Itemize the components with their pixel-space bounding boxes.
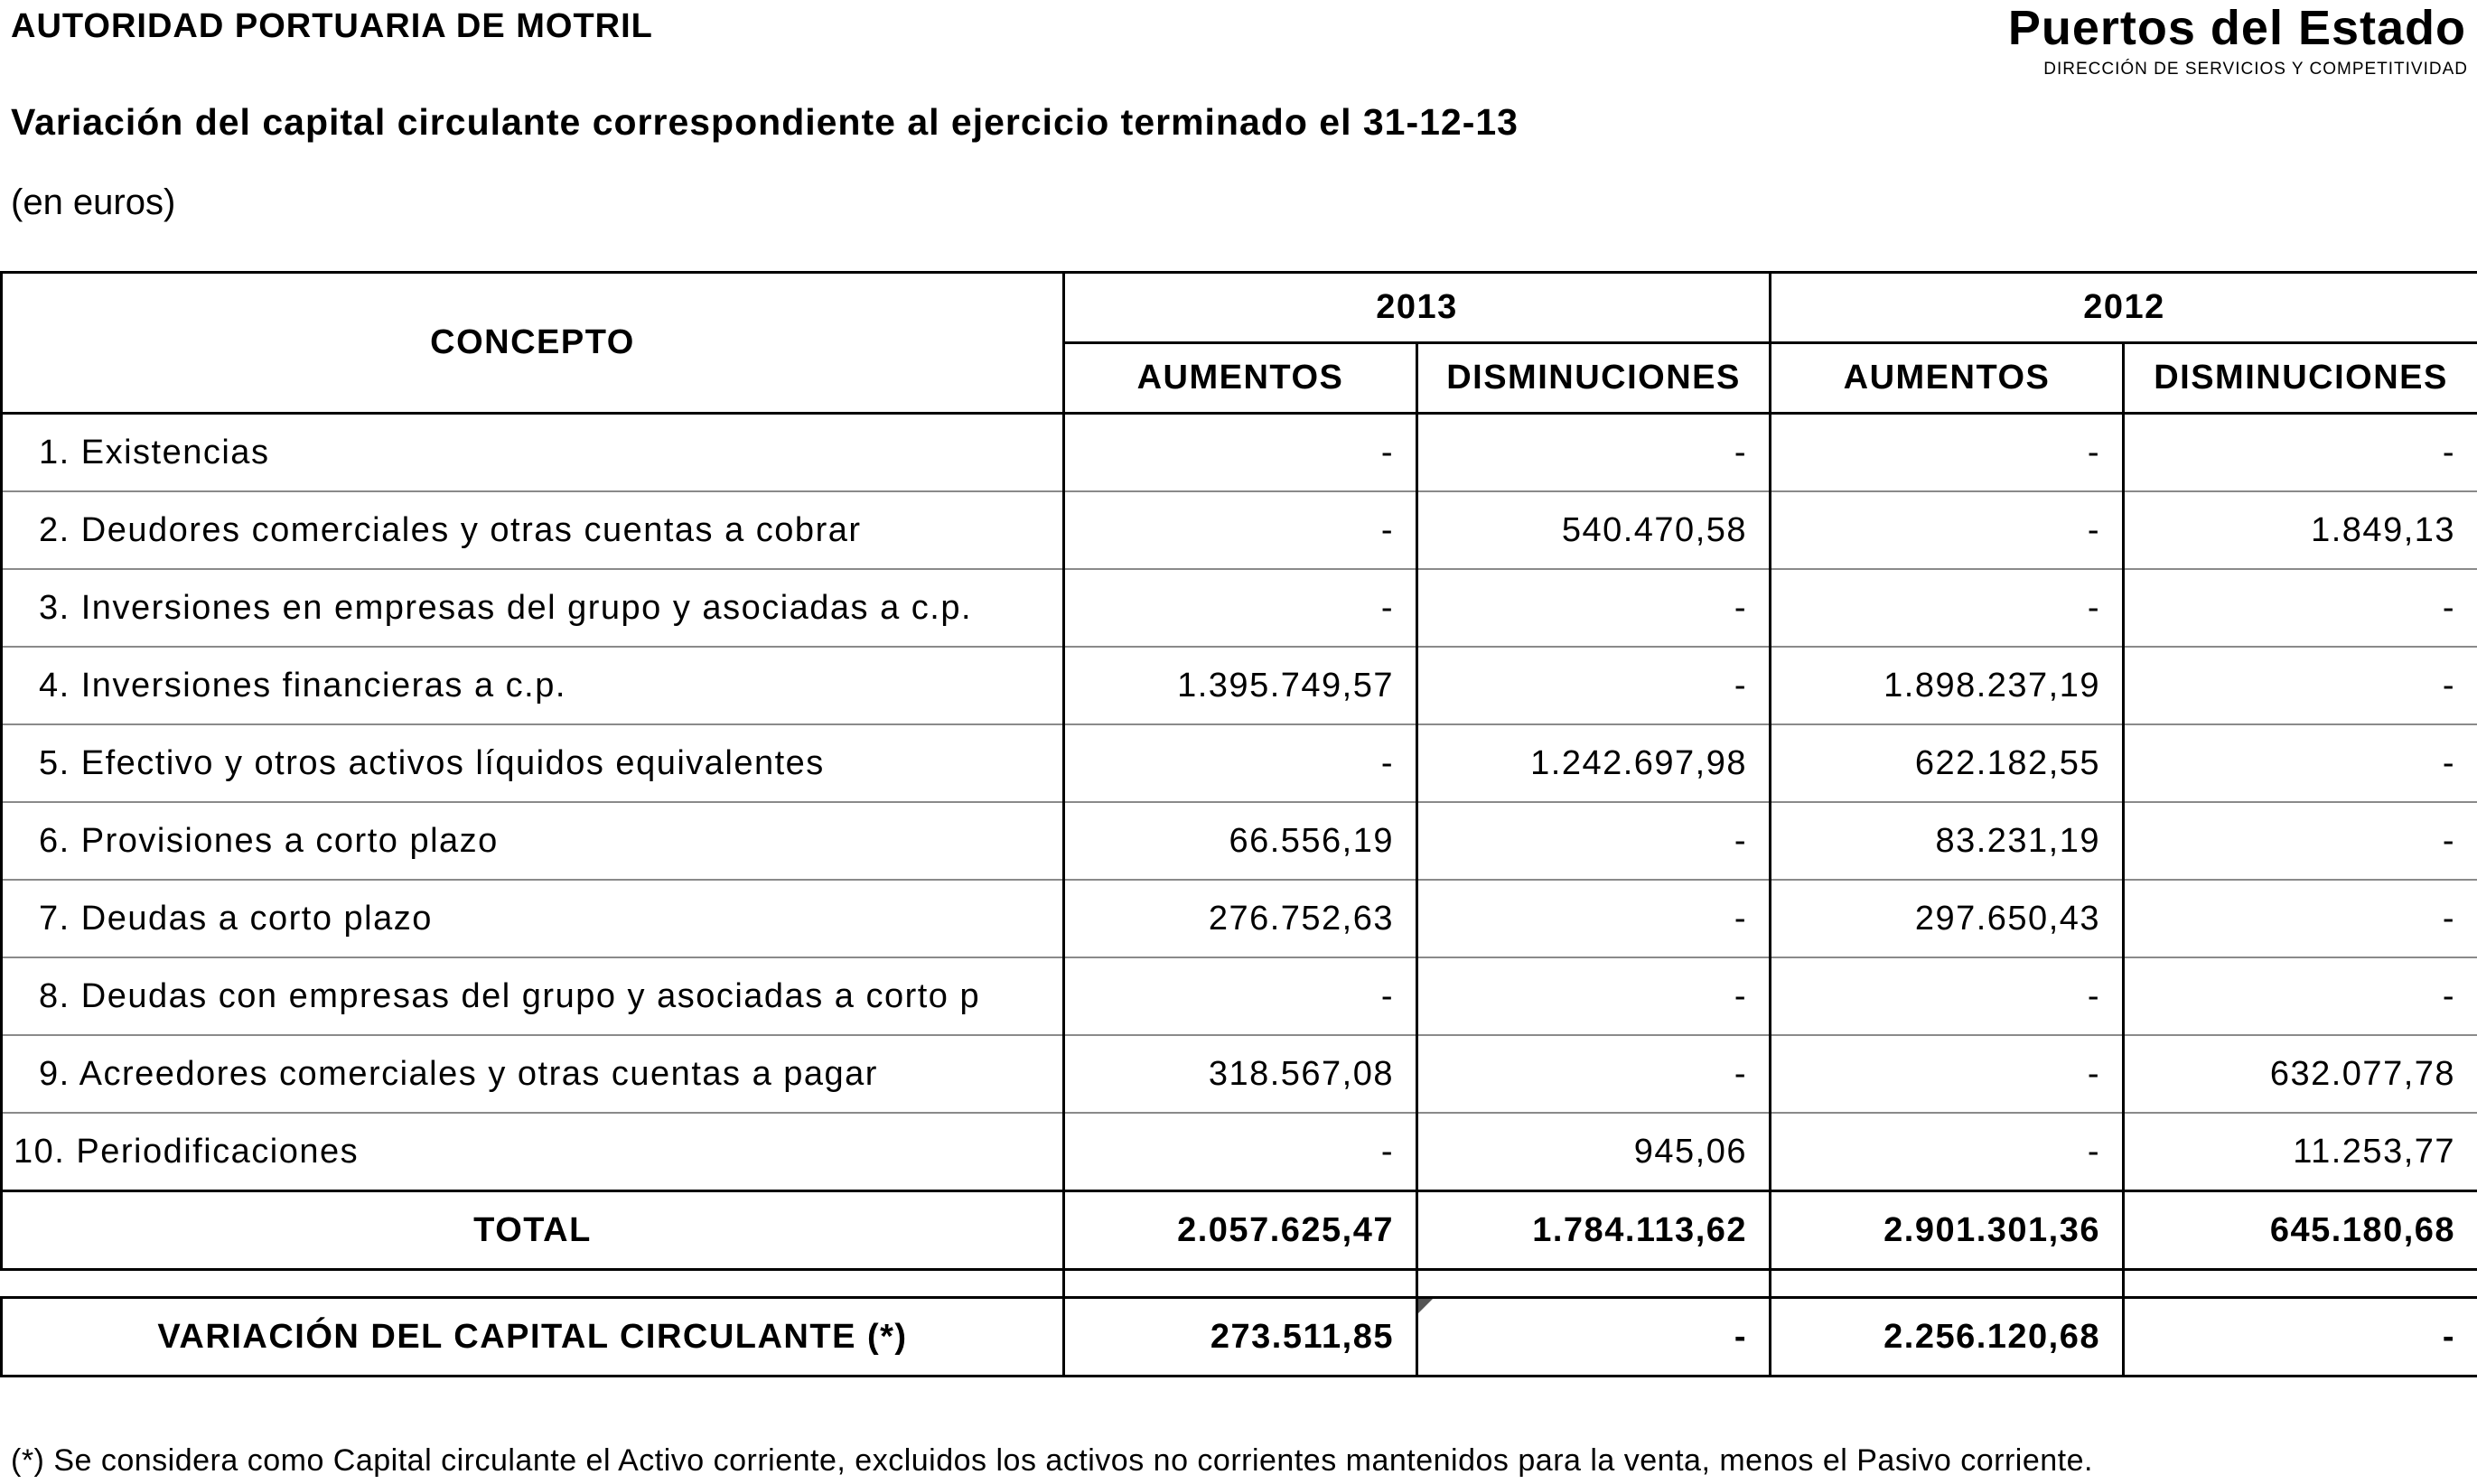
row-label: 8. Deudas con empresas del grupo y asociadas a corto p (2, 957, 1064, 1035)
cell-value: - (1064, 957, 1417, 1035)
row-label: 1. Existencias (2, 414, 1064, 492)
cell-value: 1.395.749,57 (1064, 647, 1417, 724)
row-label: 2. Deudores comerciales y otras cuentas a cobrar (2, 491, 1064, 569)
cell-value: 83.231,19 (1771, 802, 2124, 880)
row-label: 6. Provisiones a corto plazo (2, 802, 1064, 880)
brand-subtitle: DIRECCIÓN DE SERVICIOS Y COMPETITIVIDAD (2043, 60, 2468, 79)
cell-value: 276.752,63 (1064, 880, 1417, 957)
cell-value: 622.182,55 (1771, 724, 2124, 802)
subheader-increases-2012: AUMENTOS (1771, 343, 2124, 414)
variation-value (1417, 1298, 1771, 1377)
cell-value: 66.556,19 (1064, 802, 1417, 880)
variation-label: VARIACIÓN DEL CAPITAL CIRCULANTE (*) (2, 1298, 1064, 1377)
cell-value: - (1771, 569, 2124, 647)
cell-value: - (1064, 724, 1417, 802)
report-title: Variación del capital circulante correspondiente al ejercicio terminado el 31-12-13 (11, 101, 1519, 143)
year-header-2012: 2012 (1771, 273, 2477, 343)
row-label: 7. Deudas a corto plazo (2, 880, 1064, 957)
subheader-decreases-2012: DISMINUCIONES (2124, 343, 2477, 414)
cell-value: - (1064, 569, 1417, 647)
spacer-row (2, 1270, 2477, 1298)
cell-value: - (1417, 569, 1771, 647)
total-label: TOTAL (2, 1191, 1064, 1270)
row-label: 10. Periodificaciones (2, 1113, 1064, 1191)
spacer-cell (1771, 1270, 2124, 1298)
cell-value: - (1771, 414, 2124, 492)
total-value: 645.180,68 (2124, 1191, 2477, 1270)
cell-value: - (1417, 802, 1771, 880)
total-value: 1.784.113,62 (1417, 1191, 1771, 1270)
row-label: 5. Efectivo y otros activos líquidos equivalentes (2, 724, 1064, 802)
working-capital-table (0, 271, 2477, 1377)
cell-value: - (1064, 1113, 1417, 1191)
cell-value: 945,06 (1417, 1113, 1771, 1191)
cell-value: - (1417, 880, 1771, 957)
table-row (2, 491, 2477, 569)
header-row-years (2, 273, 2477, 343)
variation-row (2, 1298, 2477, 1377)
cell-value: - (2124, 647, 2477, 724)
cell-value: - (1417, 414, 1771, 492)
table-row (2, 724, 2477, 802)
cell-value: - (2124, 880, 2477, 957)
spacer-cell (1064, 1270, 1417, 1298)
variation-value: 2.256.120,68 (1771, 1298, 2124, 1377)
table-row (2, 1035, 2477, 1113)
table-row (2, 957, 2477, 1035)
cell-value: - (1771, 1035, 2124, 1113)
row-label: 3. Inversiones en empresas del grupo y asociadas a c.p. (2, 569, 1064, 647)
footnote: (*) Se considera como Capital circulante el Activo corriente, excluidos los activos no corrientes mantenidos para la venta, menos el Pasivo corriente. (11, 1443, 2093, 1478)
cell-value: - (2124, 724, 2477, 802)
cell-value: - (1417, 1035, 1771, 1113)
cell-value: - (2124, 414, 2477, 492)
cell-comment-marker-icon (1418, 1299, 1433, 1313)
table-row (2, 880, 2477, 957)
row-label: 4. Inversiones financieras a c.p. (2, 647, 1064, 724)
total-row (2, 1191, 2477, 1270)
cell-value: 1.242.697,98 (1417, 724, 1771, 802)
table-row (2, 802, 2477, 880)
variation-value-text: - (1734, 1317, 1748, 1356)
spacer-cell (2124, 1270, 2477, 1298)
variation-value: 273.511,85 (1064, 1298, 1417, 1377)
spacer-cell (2, 1270, 1064, 1298)
row-label: 9. Acreedores comerciales y otras cuentas a pagar (2, 1035, 1064, 1113)
subheader-decreases-2013: DISMINUCIONES (1417, 343, 1771, 414)
cell-value: - (1771, 957, 2124, 1035)
cell-value: - (2124, 802, 2477, 880)
table-row (2, 647, 2477, 724)
year-header-2013: 2013 (1064, 273, 1771, 343)
cell-value: - (1771, 491, 2124, 569)
cell-value: 1.898.237,19 (1771, 647, 2124, 724)
cell-value: 11.253,77 (2124, 1113, 2477, 1191)
table-row (2, 569, 2477, 647)
table-row (2, 1113, 2477, 1191)
cell-value: - (2124, 957, 2477, 1035)
cell-value: - (1771, 1113, 2124, 1191)
organization-name: AUTORIDAD PORTUARIA DE MOTRIL (11, 7, 653, 45)
cell-value: - (2124, 569, 2477, 647)
cell-value: - (1064, 414, 1417, 492)
cell-value: - (1417, 647, 1771, 724)
cell-value: - (1417, 957, 1771, 1035)
subheader-increases-2013: AUMENTOS (1064, 343, 1417, 414)
cell-value: - (1064, 491, 1417, 569)
cell-value: 540.470,58 (1417, 491, 1771, 569)
brand-logo-text: Puertos del Estado (2007, 1, 2466, 55)
spacer-cell (1417, 1270, 1771, 1298)
total-value: 2.901.301,36 (1771, 1191, 2124, 1270)
table-row (2, 414, 2477, 492)
cell-value: 1.849,13 (2124, 491, 2477, 569)
cell-value: 632.077,78 (2124, 1035, 2477, 1113)
cell-value: 318.567,08 (1064, 1035, 1417, 1113)
total-value: 2.057.625,47 (1064, 1191, 1417, 1270)
concept-header: CONCEPTO (2, 273, 1064, 414)
variation-value: - (2124, 1298, 2477, 1377)
cell-value: 297.650,43 (1771, 880, 2124, 957)
currency-unit: (en euros) (11, 182, 176, 222)
